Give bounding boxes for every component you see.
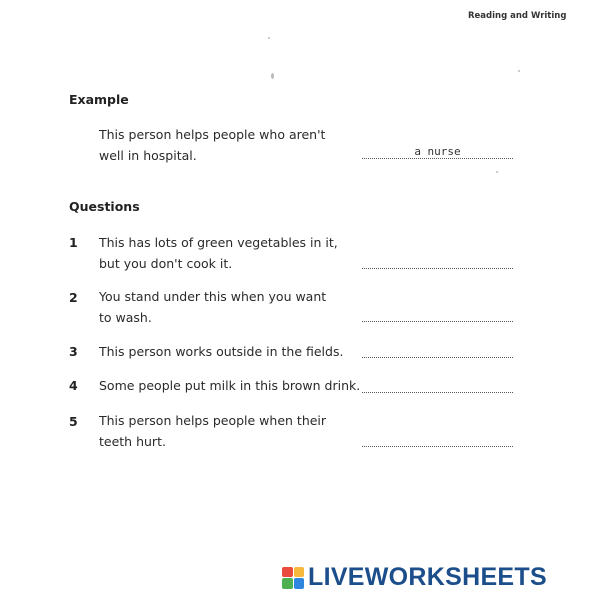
brand-name: LIVEWORKSHEETS xyxy=(308,563,547,591)
question-line: You stand under this when you want xyxy=(99,289,327,304)
question-text xyxy=(99,232,338,274)
example-question-line: This person helps people who aren't xyxy=(99,127,326,142)
question-line: Some people put milk in this brown drink. xyxy=(99,378,361,393)
example-answer: a nurse xyxy=(362,146,513,159)
liveworksheets-logo-icon xyxy=(282,567,304,589)
example-question xyxy=(99,124,325,166)
scan-speck xyxy=(268,37,270,39)
question-text xyxy=(99,341,343,362)
question-text xyxy=(99,410,326,452)
scan-speck xyxy=(518,70,520,72)
page-section-label: Reading and Writing xyxy=(468,11,567,21)
answer-input-5[interactable] xyxy=(362,432,513,447)
question-number: 2 xyxy=(69,290,78,305)
example-question-line: well in hospital. xyxy=(99,148,197,163)
logo-tile xyxy=(282,567,293,578)
question-number: 4 xyxy=(69,378,78,393)
liveworksheets-brand xyxy=(282,563,547,592)
questions-heading: Questions xyxy=(69,199,140,214)
answer-input-2[interactable] xyxy=(362,307,513,322)
question-line: This person works outside in the fields. xyxy=(99,344,344,359)
answer-input-3[interactable] xyxy=(362,343,513,358)
question-text xyxy=(99,286,326,328)
scan-speck xyxy=(271,73,274,79)
logo-tile xyxy=(294,567,305,578)
question-line: to wash. xyxy=(99,310,152,325)
logo-tile xyxy=(282,578,293,589)
scan-speck xyxy=(496,171,498,173)
example-heading: Example xyxy=(69,92,129,107)
question-text xyxy=(99,375,360,396)
question-line: This person helps people when their xyxy=(99,413,327,428)
logo-tile xyxy=(294,578,305,589)
answer-input-4[interactable] xyxy=(362,378,513,393)
question-number: 5 xyxy=(69,414,78,429)
question-line: but you don't cook it. xyxy=(99,256,233,271)
question-line: This has lots of green vegetables in it, xyxy=(99,235,338,250)
question-number: 1 xyxy=(69,235,78,250)
question-number: 3 xyxy=(69,344,78,359)
question-line: teeth hurt. xyxy=(99,434,166,449)
answer-input-1[interactable] xyxy=(362,254,513,269)
